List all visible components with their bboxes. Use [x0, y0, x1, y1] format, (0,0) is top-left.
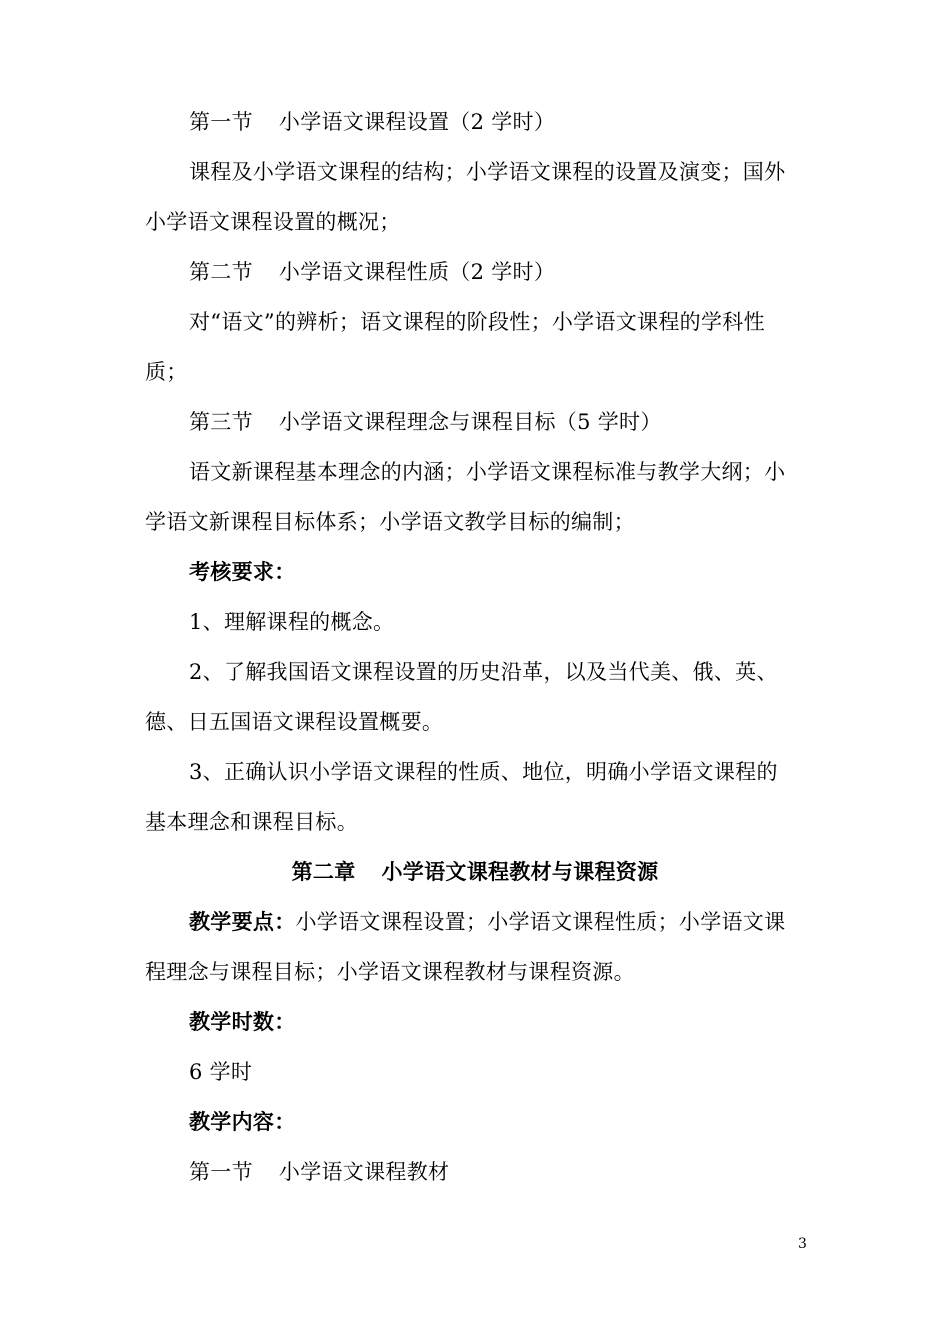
chapter-number: 第二章 [291, 859, 356, 884]
teaching-content-heading: 教学内容： [189, 1109, 296, 1134]
paragraph-line: 学语文新课程目标体系；小学语文教学目标的编制； [145, 510, 635, 534]
page-number: 3 [798, 1236, 807, 1252]
teaching-points [189, 908, 785, 936]
paragraph-line: 对“语文”的辨析；语文课程的阶段性；小学语文课程的学科性 [189, 310, 765, 334]
chapter-heading [0, 858, 950, 886]
paragraph-line: 小学语文课程设置的概况； [145, 210, 401, 234]
teaching-points-label: 教学要点： [189, 909, 296, 934]
section-title: 小学语文课程教材 [278, 1160, 450, 1184]
section-title: 小学语文课程理念与课程目标（5 学时） [278, 410, 662, 434]
section-title: 小学语文课程性质（2 学时） [278, 260, 556, 284]
paragraph-line: 程理念与课程目标；小学语文课程教材与课程资源。 [145, 960, 635, 984]
paragraph-line: 质； [145, 360, 188, 384]
teaching-hours-heading: 教学时数： [189, 1009, 296, 1034]
list-item: 2、了解我国语文课程设置的历史沿革，以及当代美、俄、英、 [189, 660, 778, 684]
teaching-hours-value: 6 学时 [189, 1060, 253, 1084]
section-number: 第三节 [189, 410, 253, 434]
section-number: 第一节 [189, 110, 253, 134]
paragraph-line: 语文新课程基本理念的内涵；小学语文课程标准与教学大纲；小 [189, 460, 786, 484]
list-item-continuation: 基本理念和课程目标。 [145, 810, 358, 834]
list-item: 1、理解课程的概念。 [189, 610, 395, 634]
section-heading-2 [189, 258, 555, 286]
chapter-title: 小学语文课程教材与课程资源 [381, 859, 659, 884]
section-number: 第二节 [189, 260, 253, 284]
section-heading-1 [189, 108, 555, 136]
section-title: 小学语文课程设置（2 学时） [278, 110, 556, 134]
list-item-continuation: 德、日五国语文课程设置概要。 [145, 710, 444, 734]
paragraph-line: 课程及小学语文课程的结构；小学语文课程的设置及演变；国外 [189, 160, 786, 184]
section-heading-4 [189, 1158, 449, 1186]
assessment-heading: 考核要求： [189, 559, 296, 584]
teaching-points-text: 小学语文课程设置；小学语文课程性质；小学语文课 [295, 910, 786, 934]
section-heading-3 [189, 408, 662, 436]
section-number: 第一节 [189, 1160, 253, 1184]
list-item: 3、正确认识小学语文课程的性质、地位，明确小学语文课程的 [189, 760, 778, 784]
